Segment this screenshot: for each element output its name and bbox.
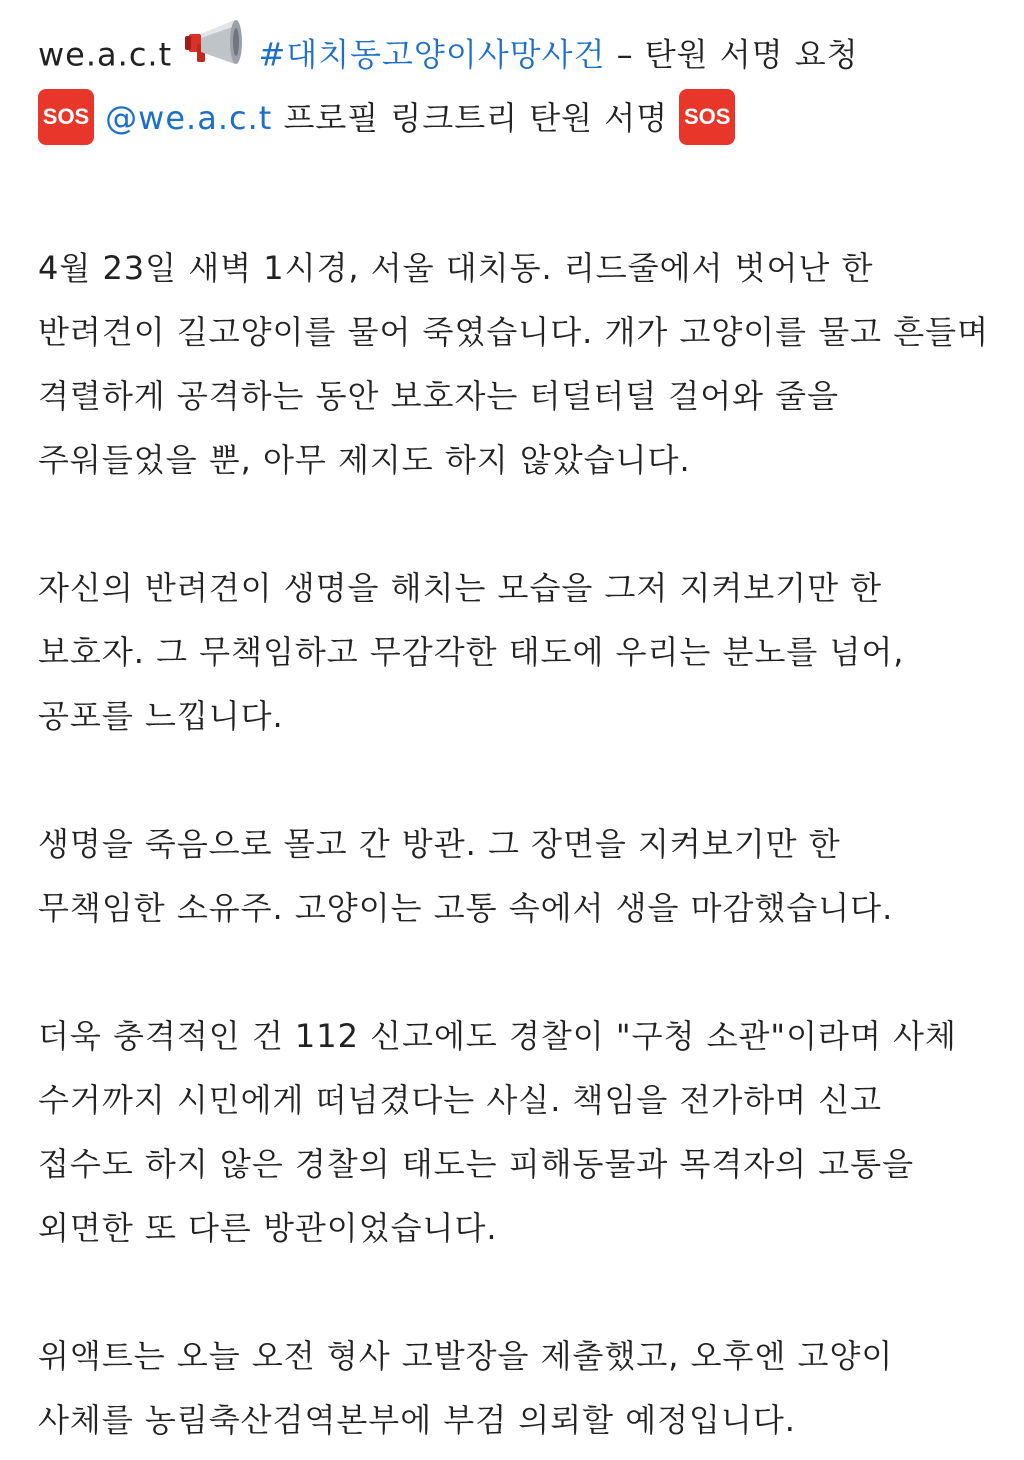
sos-icon: SOS (679, 89, 735, 145)
mention-link[interactable]: @we.a.c.t (105, 99, 273, 137)
body-line: 위액트는 오늘 오전 형사 고발장을 제출했고, 오후엔 고양이 (38, 1337, 894, 1375)
paragraph-4 (38, 1004, 988, 1260)
body-line: 생명을 죽음으로 몰고 간 방관. 그 장면을 지켜보기만 한 (38, 825, 841, 863)
body-line: 주워들었을 뿐, 아무 제지도 하지 않았습니다. (38, 441, 691, 479)
body-line: 자신의 반려견이 생명을 해치는 모습을 그저 지켜보기만 한 (38, 569, 883, 607)
body-line: 보호자. 그 무책임하고 무감각한 태도에 우리는 분노를 넘어, (38, 633, 905, 671)
body-line: 접수도 하지 않은 경찰의 태도는 피해동물과 목격자의 고통을 (38, 1145, 915, 1183)
account-name[interactable]: we.a.c.t (38, 35, 173, 74)
header-line-2 (38, 86, 988, 150)
paragraph-1 (38, 236, 988, 492)
body-line: 반려견이 길고양이를 물어 죽였습니다. 개가 고양이를 물고 흔들며 (38, 313, 990, 351)
body-line: 격렬하게 공격하는 동안 보호자는 터덜터덜 걸어와 줄을 (38, 377, 840, 415)
hashtag-link[interactable]: #대치동고양이사망사건 (258, 35, 606, 74)
body-line: 더욱 충격적인 건 112 신고에도 경찰이 "구청 소관"이라며 사체 (38, 1017, 957, 1055)
paragraph-2 (38, 556, 988, 748)
body-line: 사체를 농림축산검역본부에 부검 의뢰할 예정입니다. (38, 1401, 796, 1439)
paragraph-5 (38, 1324, 988, 1452)
megaphone-icon (183, 14, 247, 91)
body-line: 외면한 또 다른 방관이었습니다. (38, 1209, 498, 1247)
header-line-1 (38, 22, 988, 86)
paragraph-3 (38, 812, 988, 940)
body-line: 공포를 느낍니다. (38, 697, 284, 735)
body-line: 수거까지 시민에게 떠넘겼다는 사실. 책임을 전가하며 신고 (38, 1081, 883, 1119)
sos-icon: SOS (38, 89, 94, 145)
body-line: 4월 23일 새벽 1시경, 서울 대치동. 리드줄에서 벗어난 한 (38, 249, 874, 287)
body-line: 무책임한 소유주. 고양이는 고통 속에서 생을 마감했습니다. (38, 889, 894, 927)
title-suffix: – 탄원 서명 요청 (616, 35, 859, 74)
link-instruction: 프로필 링크트리 탄원 서명 (283, 99, 669, 137)
